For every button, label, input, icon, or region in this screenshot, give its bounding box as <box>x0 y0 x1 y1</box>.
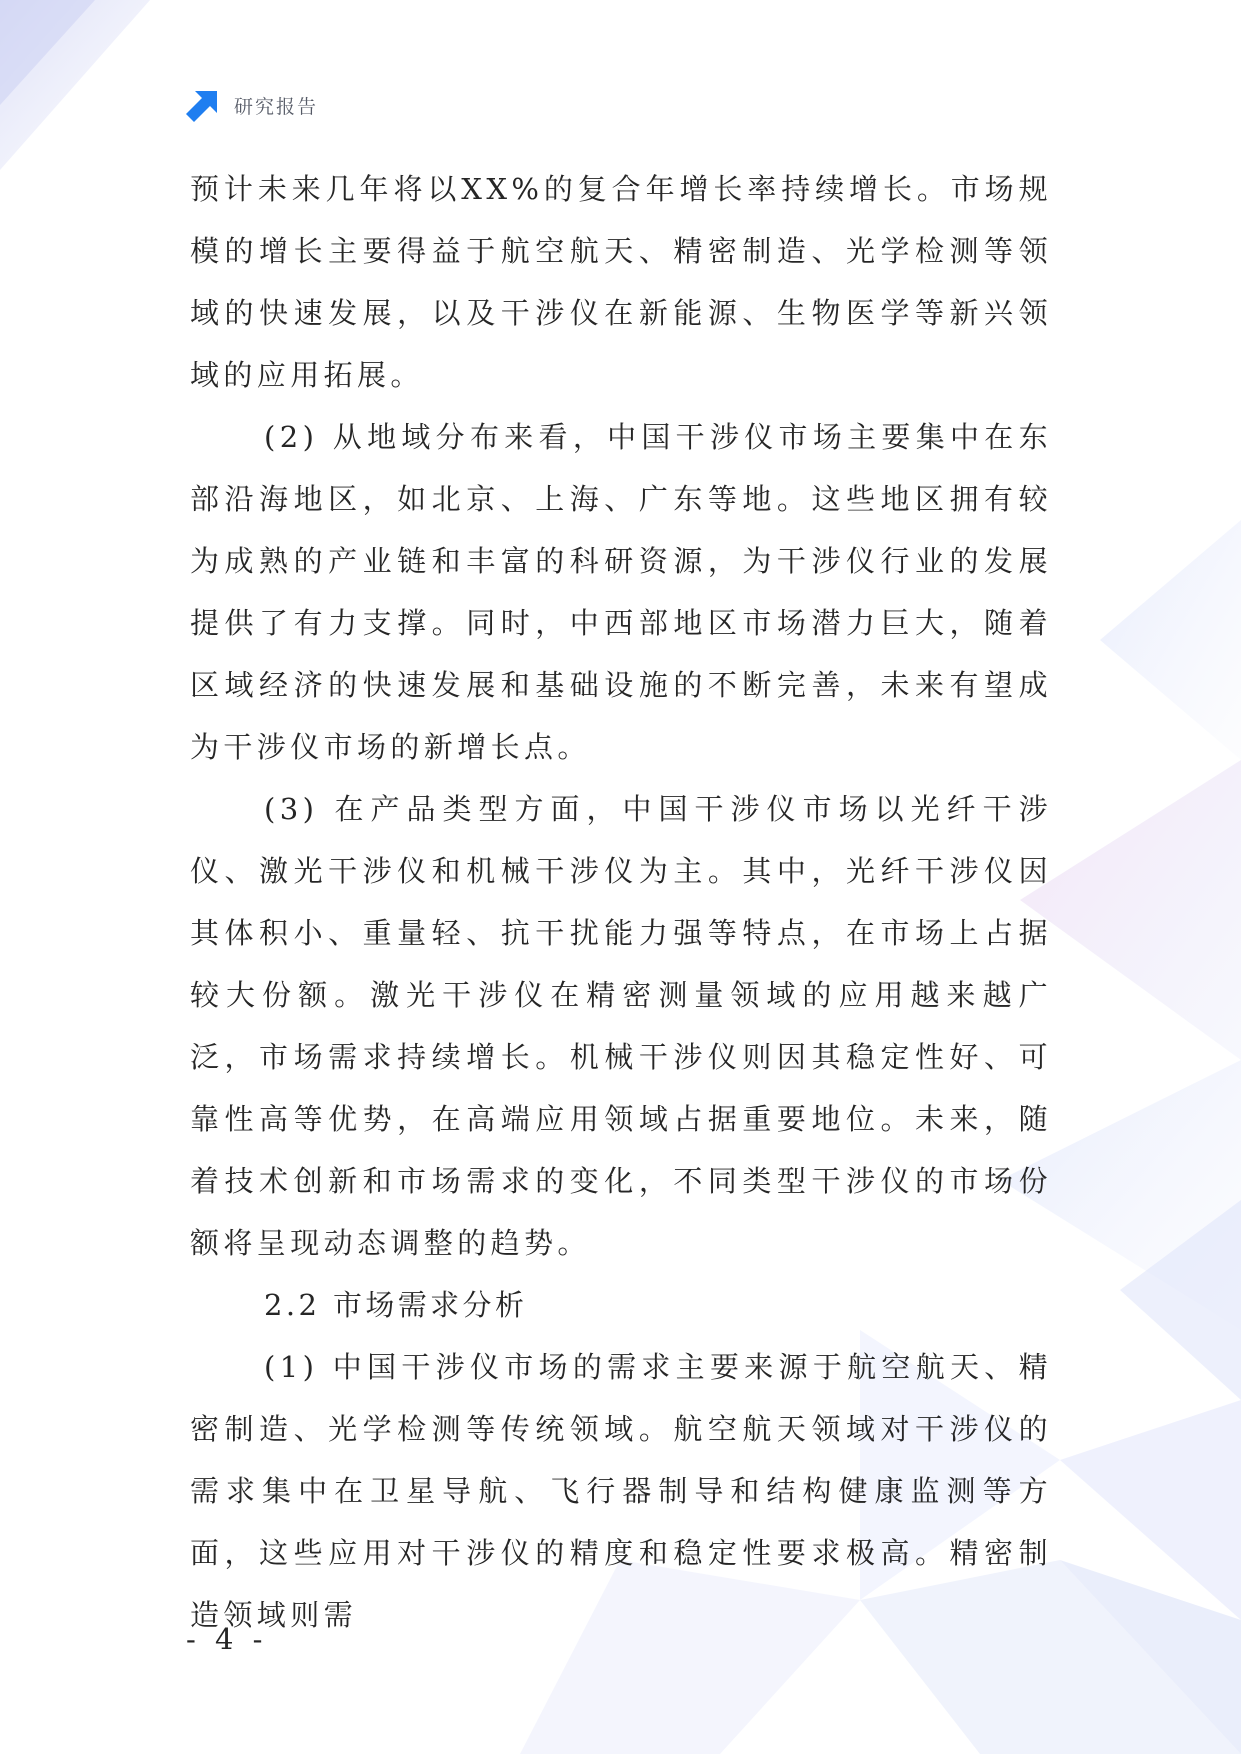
report-header <box>186 88 318 122</box>
paragraph-product-types: (3) 在产品类型方面，中国干涉仪市场以光纤干涉仪、激光干涉仪和机械干涉仪为主。其中，光纤干涉仪因其体积小、重量轻、抗干扰能力强等特点，在市场上占据较大份额。激光干涉仪在精密测量领域的应用越来越广泛，市场需求持续增长。机械干涉仪则因其稳定性好、可靠性高等优势，在高端应用领域占据重要地位。未来，随着技术创新和市场需求的变化，不同类型干涉仪的市场份额将呈现动态调整的趋势。 <box>190 792 1052 1260</box>
document-body <box>190 158 1052 1646</box>
arrow-up-right-icon <box>186 88 220 122</box>
page-number: - 4 - <box>186 1622 268 1656</box>
header-title: 研究报告 <box>234 95 319 118</box>
paragraph-continuation: 预计未来几年将以XX%的复合年增长率持续增长。市场规模的增长主要得益于航空航天、精密制造、光学检测等领域的快速发展，以及干涉仪在新能源、生物医学等新兴领域的应用拓展。 <box>190 172 1052 392</box>
paragraph-regional-distribution: (2) 从地域分布来看，中国干涉仪市场主要集中在东部沿海地区，如北京、上海、广东等地。这些地区拥有较为成熟的产业链和丰富的科研资源，为干涉仪行业的发展提供了有力支撑。同时，中西部地区市场潜力巨大，随着区域经济的快速发展和基础设施的不断完善，未来有望成为干涉仪市场的新增长点。 <box>190 420 1052 764</box>
section-heading: 2.2 市场需求分析 <box>264 1288 528 1322</box>
paragraph-demand-sources: (1) 中国干涉仪市场的需求主要来源于航空航天、精密制造、光学检测等传统领域。航空航天领域对干涉仪的需求集中在卫星导航、飞行器制导和结构健康监测等方面，这些应用对干涉仪的精度和稳定性要求极高。精密制造领域则需 <box>190 1350 1052 1632</box>
